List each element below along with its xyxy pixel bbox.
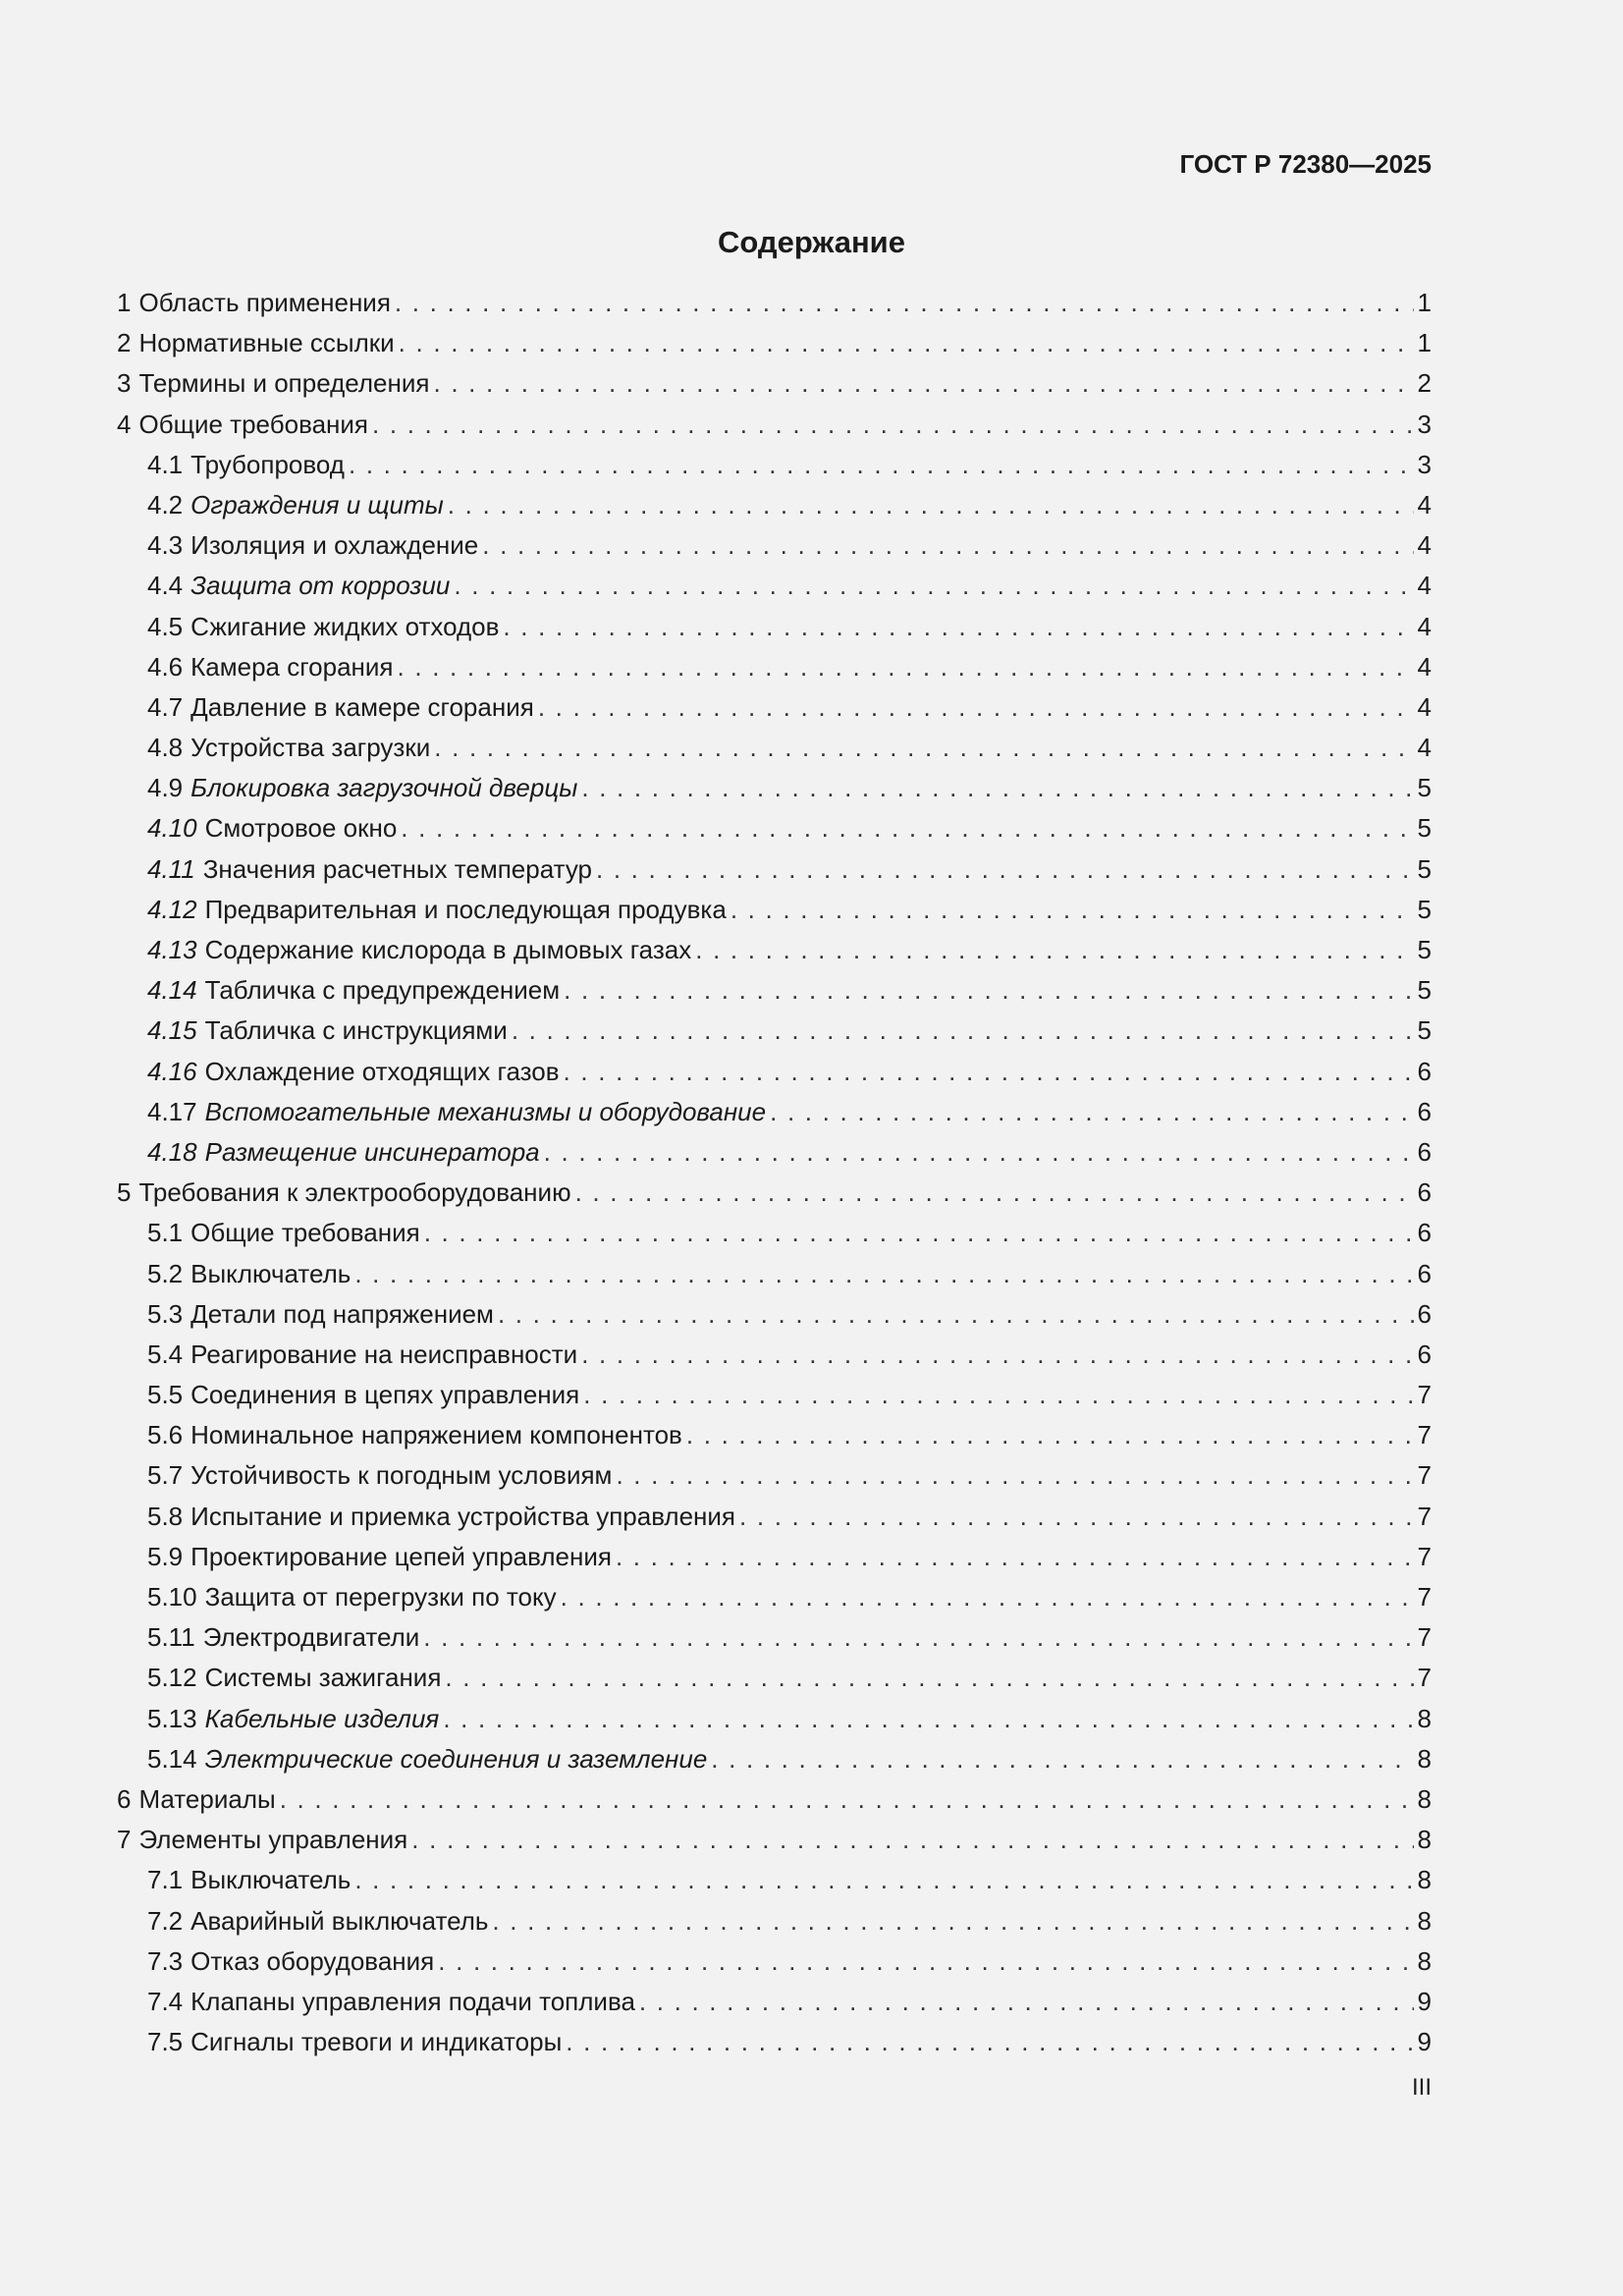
toc-entry-page: 8 [1417,1945,1432,1976]
toc-entry-page: 6 [1417,1177,1432,1208]
dot-leader [503,607,1413,647]
toc-entry-number: 4.11 [147,853,195,884]
toc-entry-page: 8 [1417,1783,1432,1814]
toc-entry-page: 4 [1417,733,1432,763]
toc-entry-number: 4.10 [147,813,197,844]
toc-entry-label [147,566,450,606]
toc-entry-label [147,728,430,768]
toc-entry-label [147,1294,494,1335]
toc-entry-label [147,687,534,728]
toc-entry-title: Клапаны управления подачи топлива [190,1986,635,2016]
toc-entry-label [147,1415,682,1455]
dot-leader [695,930,1413,970]
toc-entry-label [147,1011,508,1051]
dot-leader [482,525,1413,566]
page-number: III [1411,2074,1432,2101]
toc-entry-title: Изоляция и охлаждение [190,530,479,561]
dot-leader [544,1132,1414,1173]
toc-entry-page: 4 [1417,651,1432,682]
toc-entry-label [147,1375,579,1415]
dot-leader [561,1577,1414,1617]
toc-entry[interactable] [117,1011,1432,1051]
toc-entry[interactable] [117,566,1432,606]
toc-entry-label [147,1941,434,1982]
toc-entry-title: Реагирование на неисправности [190,1339,578,1369]
dot-leader [770,1092,1413,1132]
toc-entry-label [117,1173,571,1213]
toc-entry-page: 1 [1417,288,1432,317]
toc-entry[interactable] [117,808,1432,848]
toc-entry-page: 4 [1417,571,1432,601]
toc-entry-number: 4.3 [147,530,184,561]
toc-entry-label [147,1335,577,1375]
toc-entry[interactable] [117,1213,1432,1253]
toc-entry-number: 4.13 [147,935,197,964]
toc-entry[interactable] [117,1335,1432,1375]
toc-entry-page: 6 [1417,1218,1432,1248]
toc-entry-number: 4 [117,409,132,439]
dot-leader [492,1901,1413,1941]
dot-leader [581,768,1413,808]
toc-entry-title: Табличка с инструкциями [204,1015,508,1046]
toc-entry[interactable] [117,1699,1432,1739]
toc-entry-number: 4.2 [147,489,184,519]
document-code: ГОСТ Р 72380—2025 [1179,149,1432,179]
dot-leader [424,1213,1414,1253]
toc-entry-title: Давление в камере сгорания [190,691,534,722]
toc-entry-title: Номинальное напряжением компонентов [190,1420,682,1450]
toc-entry-page: 7 [1417,1622,1432,1653]
toc-entry-page: 5 [1417,853,1432,884]
toc-entry-page: 7 [1417,1582,1432,1612]
toc-entry-number: 7.3 [147,1945,184,1976]
toc-entry-number: 5.14 [147,1743,197,1774]
toc-entry-number: 4.8 [147,733,184,763]
toc-entry-title: Материалы [138,1783,276,1814]
dot-leader [711,1739,1413,1779]
toc-entry-number: 4.6 [147,651,184,682]
dot-leader [454,566,1413,606]
toc-entry-page: 7 [1417,1380,1432,1410]
dot-leader [438,1941,1413,1982]
toc-entry[interactable] [117,1497,1432,1537]
toc-entry-label [117,1820,407,1860]
dot-leader [686,1415,1414,1455]
toc-entry-page: 8 [1417,1703,1432,1733]
toc-entry[interactable] [117,323,1432,363]
toc-entry-page: 8 [1417,1825,1432,1855]
toc-entry-label [147,1658,441,1698]
toc-entry-page: 4 [1417,611,1432,641]
toc-entry-page: 4 [1417,489,1432,519]
toc-entry[interactable] [117,930,1432,970]
toc-entry-label [147,1577,557,1617]
dot-leader [423,1617,1413,1658]
toc-entry-label [147,445,345,485]
toc-entry-label [147,1699,439,1739]
toc-entry-page: 5 [1417,1015,1432,1046]
toc-entry-title: Кабельные изделия [204,1703,440,1733]
toc-entry-title: Защита от перегрузки по току [204,1582,557,1612]
dot-leader [639,1982,1414,2022]
toc-entry[interactable] [117,1132,1432,1173]
toc-entry-number: 4.17 [147,1096,197,1126]
toc-entry-page: 1 [1417,328,1432,358]
toc-entry-title: Проектирование цепей управления [190,1541,612,1571]
toc-entry[interactable] [117,1860,1432,1900]
dot-leader [398,647,1414,687]
toc-entry[interactable] [117,445,1432,485]
toc-entry[interactable] [117,647,1432,687]
toc-entry-title: Отказ оборудования [190,1945,435,1976]
toc-entry-title: Испытание и приемка устройства управления [190,1501,736,1531]
toc-entry-number: 4.18 [147,1136,197,1167]
toc-entry[interactable] [117,1415,1432,1455]
toc-entry-number: 5.10 [147,1582,197,1612]
toc-entry-page: 5 [1417,894,1432,924]
toc-entry-page: 6 [1417,1339,1432,1369]
toc-entry-page: 4 [1417,691,1432,722]
toc-entry-label [147,1860,351,1900]
toc-entry-label [117,363,429,404]
toc-entry-label [147,768,577,808]
toc-entry-title: Элементы управления [138,1825,408,1855]
toc-entry-title: Вспомогательные механизмы и оборудование [204,1096,767,1126]
dot-leader [512,1011,1414,1051]
toc-entry-label [147,1497,735,1537]
toc-entry-page: 7 [1417,1663,1432,1693]
toc-entry-number: 4.15 [147,1015,197,1046]
toc-entry-title: Охлаждение отходящих газов [204,1056,560,1086]
toc-entry-title: Выключатель [190,1865,352,1895]
toc-entry-page: 5 [1417,813,1432,844]
toc-entry-title: Общие требования [138,409,369,439]
toc-entry-label [117,283,391,323]
dot-leader [280,1779,1414,1820]
toc-entry-label [147,1739,707,1779]
toc-entry-title: Электрические соединения и заземление [204,1743,708,1774]
toc-entry[interactable] [117,1254,1432,1294]
toc-entry-number: 5.6 [147,1420,184,1450]
toc-entry[interactable] [117,1092,1432,1132]
toc-entry-title: Область применения [138,288,391,317]
toc-entry-label [147,1254,351,1294]
toc-entry[interactable] [117,1901,1432,1941]
toc-entry-number: 6 [117,1783,132,1814]
toc-entry-label [147,849,592,890]
toc-entry-label [147,970,560,1011]
dot-leader [538,687,1414,728]
toc-entry-title: Требования к электрооборудованию [138,1177,571,1208]
toc-entry-label [147,808,397,848]
toc-entry-title: Общие требования [190,1218,420,1248]
toc-entry-number: 4.16 [147,1056,197,1086]
toc-entry-title: Сжигание жидких отходов [190,611,500,641]
dot-leader [411,1820,1413,1860]
toc-entry-label [147,890,727,930]
toc-entry[interactable] [117,2022,1432,2062]
dot-leader [395,283,1414,323]
toc-entry-number: 5.3 [147,1298,184,1329]
dot-leader [730,890,1414,930]
toc-entry[interactable] [117,1294,1432,1335]
toc-entry-title: Размещение инсинератора [204,1136,540,1167]
toc-entry-number: 4.12 [147,894,197,924]
table-of-contents [117,283,1432,2062]
toc-entry-title: Системы зажигания [204,1663,442,1693]
toc-entry-page: 4 [1417,530,1432,561]
dot-leader [616,1537,1414,1577]
toc-entry[interactable] [117,485,1432,525]
toc-entry-title: Защита от коррозии [190,571,451,601]
toc-entry[interactable] [117,1820,1432,1860]
toc-entry-label [117,1779,276,1820]
toc-entry-number: 4.7 [147,691,184,722]
toc-entry[interactable] [117,1537,1432,1577]
toc-entry-label [147,1982,635,2022]
toc-entry-number: 5.5 [147,1380,184,1410]
toc-entry-title: Выключатель [190,1258,352,1288]
toc-entry-number: 4.14 [147,975,197,1006]
toc-entry-page: 7 [1417,1420,1432,1450]
toc-entry-number: 7.5 [147,2027,184,2057]
toc-entry-label [147,647,394,687]
toc-entry-title: Смотровое окно [204,813,398,844]
toc-entry-number: 1 [117,288,132,317]
toc-entry-page: 6 [1417,1136,1432,1167]
toc-entry-number: 3 [117,368,132,399]
toc-entry-number: 5.12 [147,1663,197,1693]
toc-entry-label [117,405,368,445]
toc-entry-page: 6 [1417,1258,1432,1288]
toc-entry-number: 5.7 [147,1460,184,1491]
toc-entry[interactable] [117,1739,1432,1779]
toc-entry-number: 7.4 [147,1986,184,2016]
dot-leader [433,363,1413,404]
toc-entry-page: 6 [1417,1056,1432,1086]
toc-entry-page: 6 [1417,1096,1432,1126]
toc-entry-number: 5.4 [147,1339,184,1369]
toc-entry-label [147,1092,766,1132]
toc-entry[interactable] [117,1617,1432,1658]
toc-entry[interactable] [117,890,1432,930]
toc-entry-number: 7 [117,1825,132,1855]
dot-leader [448,485,1414,525]
toc-entry[interactable] [117,1455,1432,1496]
toc-entry-number: 5 [117,1177,132,1208]
toc-entry-page: 5 [1417,935,1432,964]
toc-entry-page: 7 [1417,1541,1432,1571]
toc-title: Содержание [718,225,905,259]
toc-entry[interactable] [117,849,1432,890]
dot-leader [581,1335,1413,1375]
toc-entry-label [147,1537,612,1577]
toc-entry-page: 3 [1417,449,1432,479]
dot-leader [349,445,1414,485]
toc-entry-number: 7.2 [147,1905,184,1936]
toc-entry-number: 5.13 [147,1703,197,1733]
toc-entry-page: 9 [1417,2027,1432,2057]
toc-entry[interactable] [117,768,1432,808]
toc-entry-number: 4.1 [147,449,184,479]
toc-entry-number: 7.1 [147,1865,184,1895]
toc-entry-title: Нормативные ссылки [138,328,395,358]
toc-entry-label [147,1901,488,1941]
toc-entry-label [147,1052,560,1092]
toc-entry[interactable] [117,1658,1432,1698]
toc-entry-title: Детали под напряжением [190,1298,494,1329]
toc-entry[interactable] [117,405,1432,445]
toc-entry[interactable] [117,1052,1432,1092]
toc-entry-number: 5.8 [147,1501,184,1531]
toc-entry-title: Камера сгорания [190,651,394,682]
toc-entry-number: 5.2 [147,1258,184,1288]
toc-entry[interactable] [117,283,1432,323]
dot-leader [401,808,1413,848]
toc-entry-page: 7 [1417,1460,1432,1491]
toc-entry-label [147,525,478,566]
toc-entry-title: Значения расчетных температур [202,853,592,884]
toc-entry-title: Ограждения и щиты [190,489,444,519]
toc-entry-title: Предварительная и последующая продувка [204,894,727,924]
toc-entry-page: 5 [1417,773,1432,803]
toc-entry-number: 4.4 [147,571,184,601]
toc-entry-number: 4.9 [147,773,184,803]
toc-entry-label [147,485,444,525]
toc-entry[interactable] [117,1941,1432,1982]
toc-entry[interactable] [117,1173,1432,1213]
toc-entry-label [147,1617,419,1658]
dot-leader [443,1699,1413,1739]
dot-leader [564,1052,1414,1092]
toc-entry-label [117,323,395,363]
toc-entry-number: 5.9 [147,1541,184,1571]
toc-entry-label [147,607,499,647]
toc-entry-title: Устойчивость к погодным условиям [190,1460,613,1491]
toc-entry-label [147,930,691,970]
dot-leader [739,1497,1414,1537]
dot-leader [583,1375,1413,1415]
toc-entry-number: 5.11 [147,1622,195,1653]
toc-entry-title: Содержание кислорода в дымовых газах [204,935,692,964]
toc-entry-page: 7 [1417,1501,1432,1531]
toc-entry[interactable] [117,1982,1432,2022]
toc-entry[interactable] [117,1577,1432,1617]
dot-leader [564,970,1413,1011]
dot-leader [498,1294,1414,1335]
toc-entry[interactable] [117,970,1432,1011]
toc-entry-number: 5.1 [147,1218,184,1248]
toc-entry-page: 5 [1417,975,1432,1006]
dot-leader [399,323,1414,363]
dot-leader [354,1860,1413,1900]
toc-entry-title: Электродвигатели [202,1622,420,1653]
toc-entry[interactable] [117,607,1432,647]
toc-entry-page: 8 [1417,1743,1432,1774]
toc-entry-title: Аварийный выключатель [190,1905,489,1936]
dot-leader [354,1254,1413,1294]
toc-entry[interactable] [117,525,1432,566]
dot-leader [575,1173,1414,1213]
dot-leader [566,2022,1413,2062]
toc-entry-title: Сигналы тревоги и индикаторы [190,2027,563,2057]
toc-entry-page: 9 [1417,1986,1432,2016]
toc-entry-title: Блокировка загрузочной дверцы [190,773,578,803]
toc-entry[interactable] [117,363,1432,404]
dot-leader [616,1455,1413,1496]
toc-entry[interactable] [117,1779,1432,1820]
toc-entry-label [147,1213,420,1253]
toc-entry-page: 6 [1417,1298,1432,1329]
toc-entry-label [147,1455,612,1496]
toc-entry-title: Табличка с предупреждением [204,975,561,1006]
toc-entry-label [147,2022,562,2062]
toc-entry[interactable] [117,1375,1432,1415]
dot-leader [372,405,1414,445]
dot-leader [445,1658,1413,1698]
toc-entry-label [147,1132,540,1173]
toc-entry-title: Соединения в цепях управления [190,1380,580,1410]
dot-leader [434,728,1413,768]
toc-entry-number: 4.5 [147,611,184,641]
toc-entry[interactable] [117,687,1432,728]
toc-entry-page: 8 [1417,1865,1432,1895]
dot-leader [596,849,1414,890]
toc-entry-number: 2 [117,328,132,358]
toc-entry-page: 3 [1417,409,1432,439]
toc-entry-title: Термины и определения [138,368,430,399]
toc-entry-page: 8 [1417,1905,1432,1936]
toc-entry-title: Трубопровод [190,449,345,479]
toc-entry-page: 2 [1417,368,1432,399]
toc-entry-title: Устройства загрузки [190,733,431,763]
toc-entry[interactable] [117,728,1432,768]
